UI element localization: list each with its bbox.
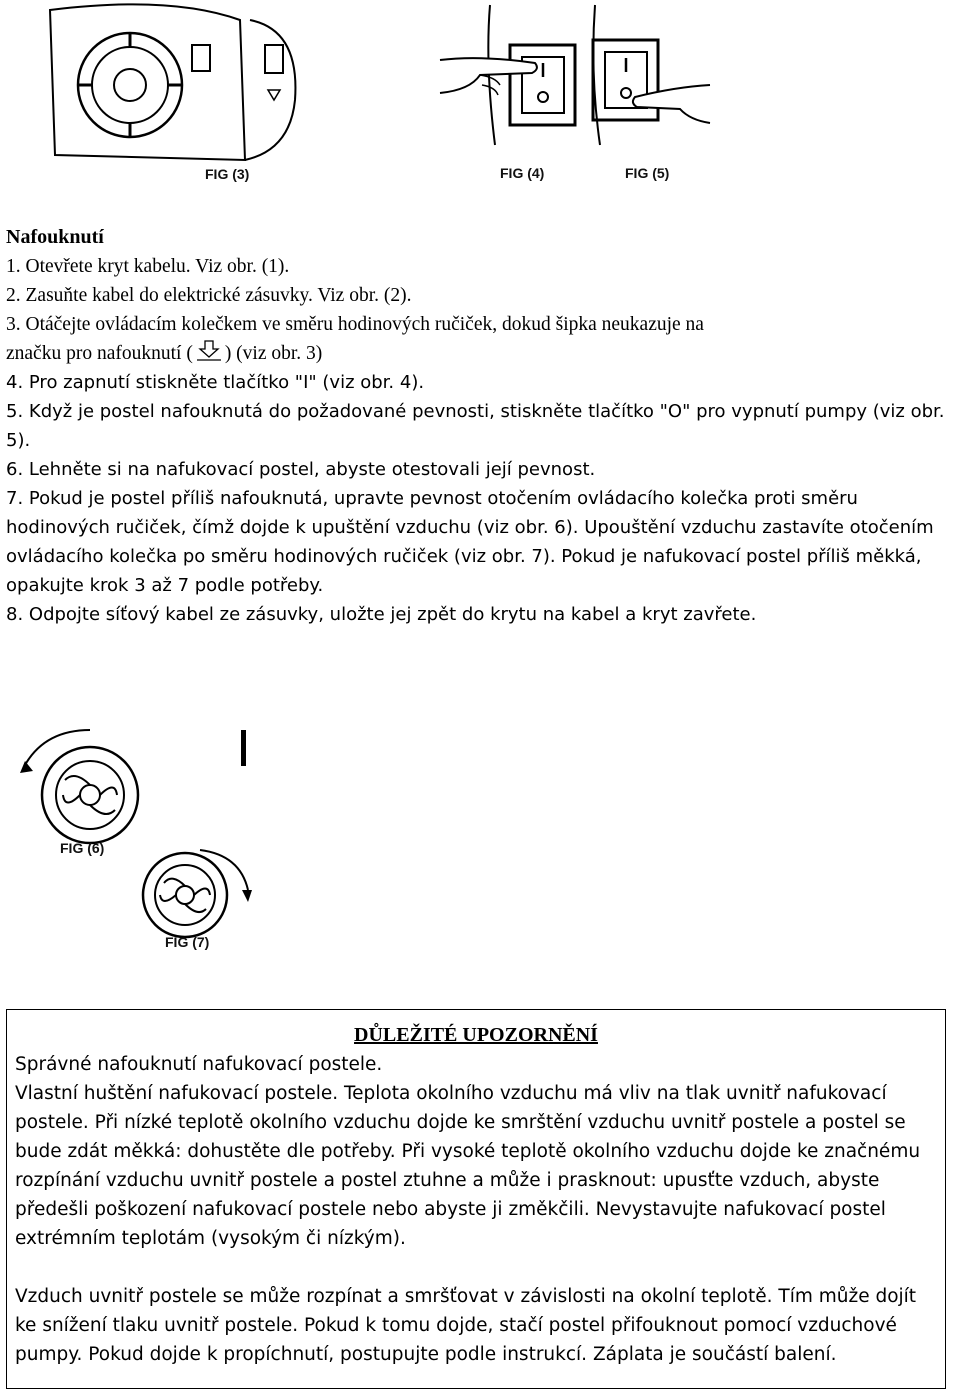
fig3-caption: FIG (3) — [205, 166, 250, 182]
inflation-instructions — [6, 222, 946, 629]
step-5: 5. Když je postel nafouknutá do požadované pevnosti, stiskněte tlačítko "O" pro vypnutí pumpy (viz obr. 5). — [6, 401, 945, 451]
on-mark-glyph — [241, 730, 246, 766]
fig6-caption: FIG (6) — [60, 840, 105, 856]
step-8: 8. Odpojte síťový kabel ze zásuvky, uložte jej zpět do krytu na kabel a kryt zavřete. — [6, 604, 757, 625]
fig5-switch-off-illustration — [585, 5, 715, 155]
important-notice-box — [6, 1009, 946, 1389]
step-3-text-a: značku pro nafouknutí ( — [6, 343, 193, 364]
fig5-caption: FIG (5) — [625, 165, 670, 181]
fig7-caption: FIG (7) — [165, 934, 210, 950]
fig4-caption: FIG (4) — [500, 165, 545, 181]
notice-line-1: Správné nafouknutí nafukovací postele. — [15, 1054, 383, 1075]
notice-paragraph-1: Vlastní huštění nafukovací postele. Teplota okolního vzduchu má vliv na tlak uvnitř nafukovací postele. Při nízké teplotě okolního vzduchu dojde ke smrštění vzduchu uvnitř postele a postel se bude zdát měkká: dohustěte dle potřeby. Při vysoké teplotě okolního vzduchu dojde ke značnému rozpínání vzduchu uvnitř postele a postel ztuhne a může i prasknout: upusťte vzduch, abyste předešli poškození nafukovací postele nebo abyste ji změkčili. Nevystavujte nafukovací postel extrémním teplotám (vysokým či nízkým). — [15, 1083, 921, 1249]
inflate-symbol-icon — [195, 340, 223, 362]
fig4-switch-on-illustration — [440, 5, 590, 155]
step-1: 1. Otevřete kryt kabelu. Viz obr. (1). — [6, 256, 290, 277]
step-2: 2. Zasuňte kabel do elektrické zásuvky. Viz obr. (2). — [6, 285, 412, 306]
step-3: 3. Otáčejte ovládacím kolečkem ve směru hodinových ručiček, dokud šipka neukazuje na — [6, 314, 704, 335]
step-6: 6. Lehněte si na nafukovací postel, abyste otestovali její pevnost. — [6, 459, 596, 480]
step-3-text-b: ) (viz obr. 3) — [224, 343, 323, 364]
notice-paragraph-2: Vzduch uvnitř postele se může rozpínat a smršťovat v závislosti na okolní teplotě. Tím může dojít ke snížení tlaku uvnitř postele. Pokud k tomu dojde, stačí postel přifouknout pomocí vzduchové pumpy. Pokud dojde k propíchnutí, postupujte podle instrukcí. Záplata je součástí balení. — [15, 1286, 917, 1365]
step-7: 7. Pokud je postel příliš nafouknutá, upravte pevnost otočením ovládacího kolečka proti směru hodinových ručiček, čímž dojde k upuštění vzduchu (viz obr. 6). Upouštění vzduchu zastavíte otočením ovládacího kolečka po směru hodinových ručiček (viz obr. 7). Pokud je nafukovací postel příliš měkká, opakujte krok 3 až 7 podle potřeby. — [6, 488, 934, 596]
fig6-dial-counterclockwise-illustration — [5, 725, 155, 845]
section-heading: Nafouknutí — [6, 226, 104, 248]
step-4: 4. Pro zapnutí stiskněte tlačítko "I" (viz obr. 4). — [6, 372, 425, 393]
notice-title: DŮLEŽITÉ UPOZORNĚNÍ — [354, 1024, 598, 1046]
fig3-pump-illustration — [40, 0, 300, 165]
step-3-continued — [6, 339, 946, 368]
fig7-dial-clockwise-illustration — [120, 845, 260, 940]
